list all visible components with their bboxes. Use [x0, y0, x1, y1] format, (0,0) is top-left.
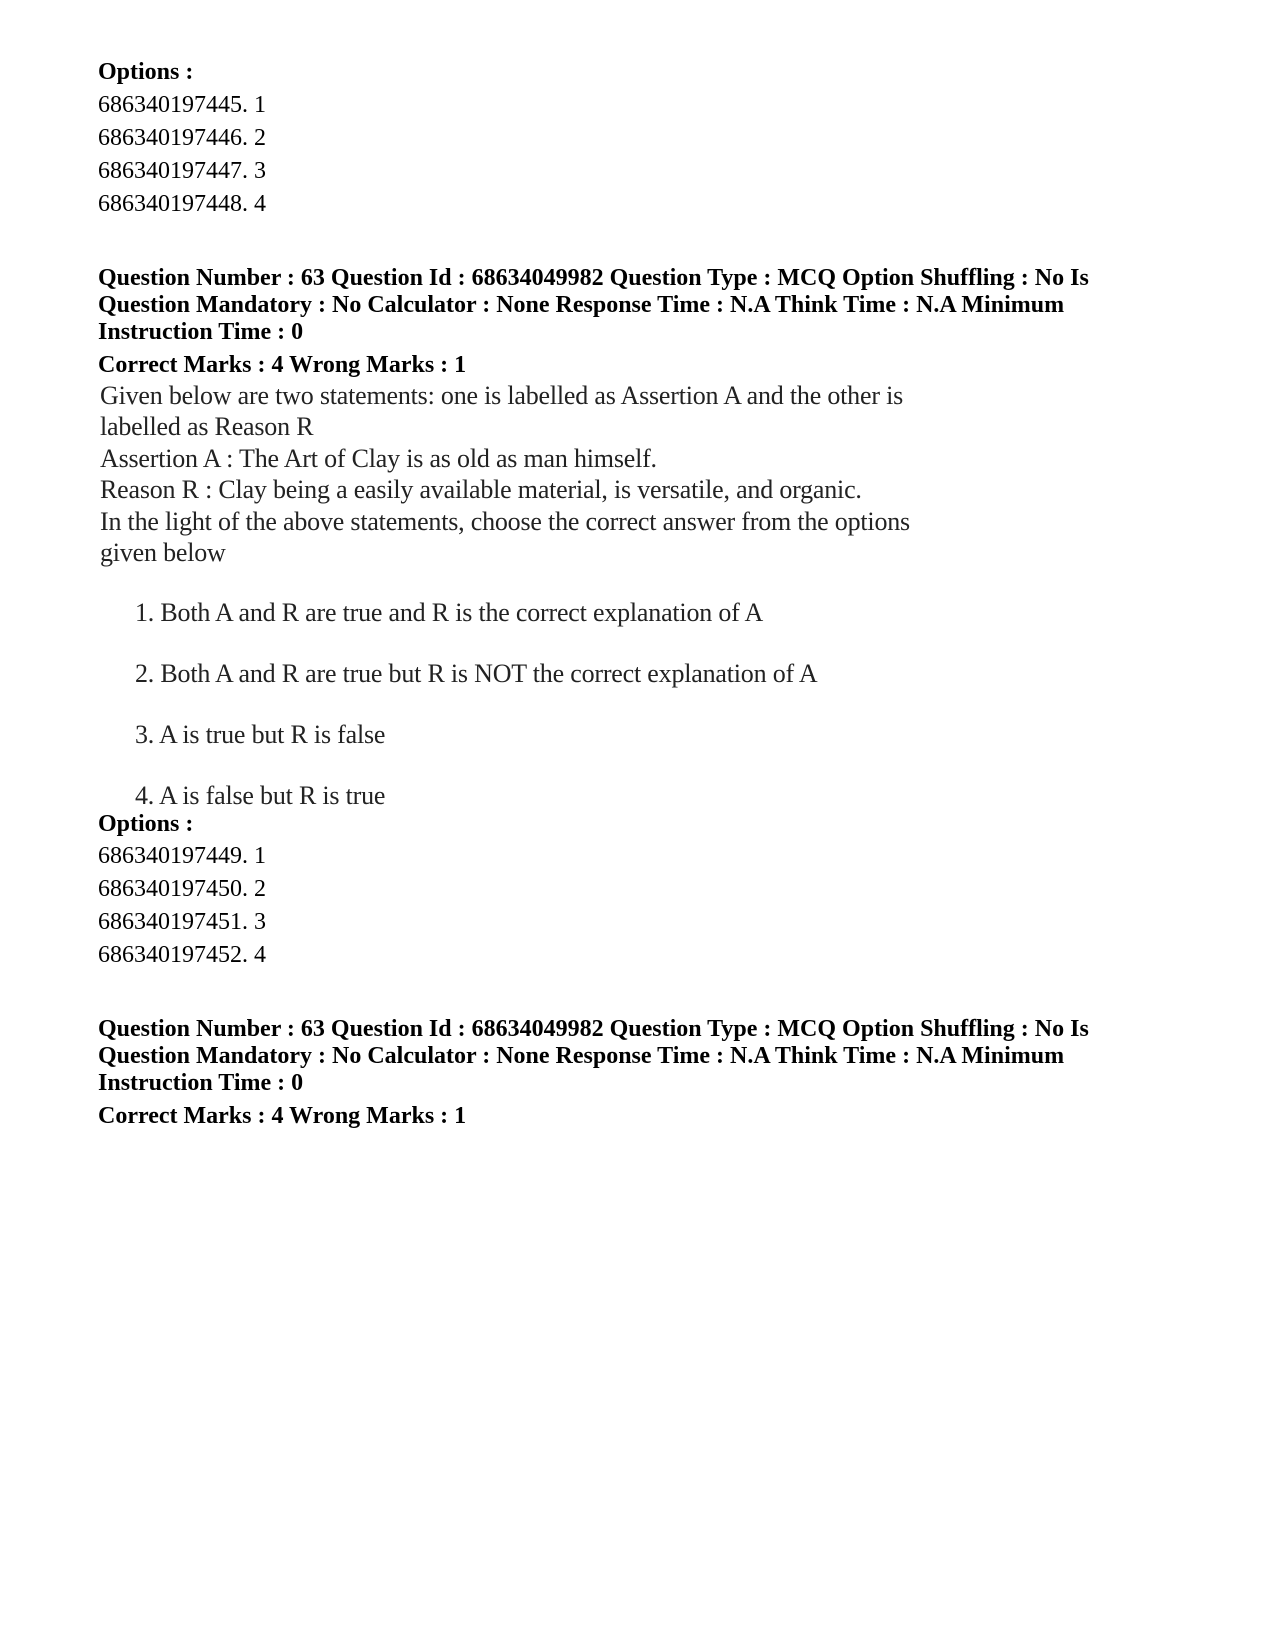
answer-choice: 2. Both A and R are true but R is NOT the correct explanation of A: [135, 659, 818, 688]
option-item: 686340197446. 2: [98, 125, 266, 151]
option-item: 686340197447. 3: [98, 158, 266, 184]
question-header-line: Instruction Time : 0: [98, 319, 304, 345]
options-label: Options :: [98, 59, 194, 85]
options-label: Options :: [98, 811, 194, 837]
question-header-line: Question Mandatory : No Calculator : None Response Time : N.A Think Time : N.A Minimum: [98, 1043, 1065, 1069]
question-body-line: Given below are two statements: one is labelled as Assertion A and the other is: [100, 381, 904, 410]
question-body-line: labelled as Reason R: [100, 412, 314, 441]
answer-choice: 1. Both A and R are true and R is the correct explanation of A: [135, 598, 764, 627]
question-body-line: Assertion A : The Art of Clay is as old as man himself.: [100, 444, 657, 473]
option-item: 686340197452. 4: [98, 942, 266, 968]
question-marks: Correct Marks : 4 Wrong Marks : 1: [98, 352, 467, 378]
option-item: 686340197449. 1: [98, 843, 266, 869]
option-item: 686340197448. 4: [98, 191, 266, 217]
option-item: 686340197445. 1: [98, 92, 266, 118]
question-body-line: Reason R : Clay being a easily available material, is versatile, and organic.: [100, 475, 862, 504]
answer-choice: 3. A is true but R is false: [135, 720, 386, 749]
question-body-line: In the light of the above statements, choose the correct answer from the options: [100, 507, 910, 536]
question-header-line: Question Number : 63 Question Id : 68634049982 Question Type : MCQ Option Shuffling : No Is: [98, 1016, 1089, 1042]
option-item: 686340197450. 2: [98, 876, 266, 902]
question-header-line: Question Number : 63 Question Id : 68634049982 Question Type : MCQ Option Shuffling : No Is: [98, 265, 1089, 291]
option-item: 686340197451. 3: [98, 909, 266, 935]
question-body-line: given below: [100, 538, 226, 567]
question-header-line: Question Mandatory : No Calculator : None Response Time : N.A Think Time : N.A Minimum: [98, 292, 1065, 318]
question-marks: Correct Marks : 4 Wrong Marks : 1: [98, 1103, 467, 1129]
question-header-line: Instruction Time : 0: [98, 1070, 304, 1096]
answer-choice: 4. A is false but R is true: [135, 781, 386, 810]
